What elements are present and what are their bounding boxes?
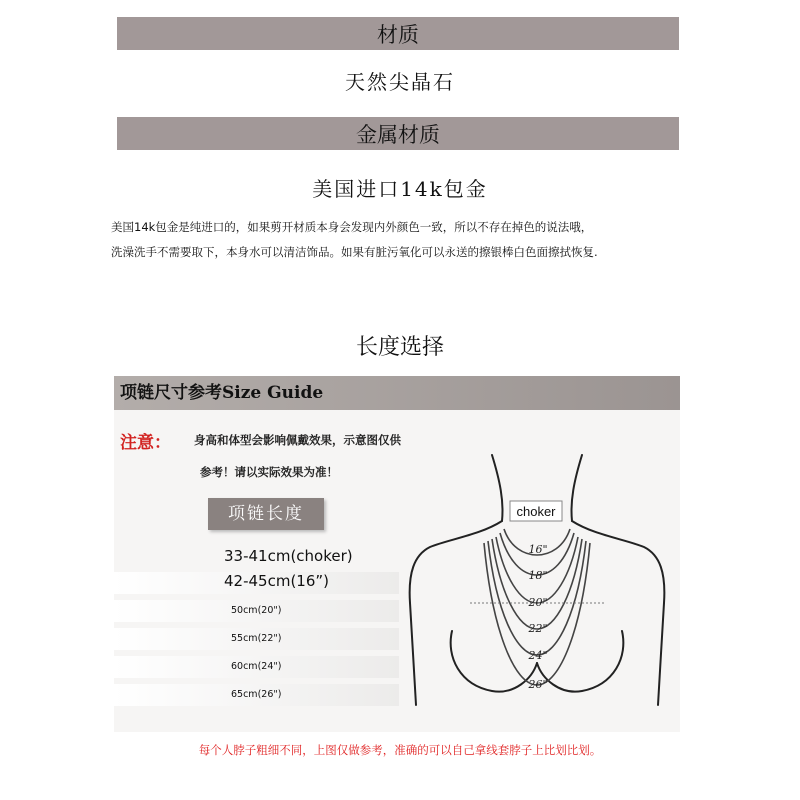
length-row-label: 50cm(20") bbox=[231, 605, 282, 616]
diagram-label-22: 22" bbox=[528, 622, 548, 635]
diagram-label-24: 24" bbox=[528, 649, 548, 662]
length-section-title: 长度选择 bbox=[355, 335, 444, 360]
necklace-length-diagram bbox=[400, 443, 680, 733]
material-heading-bar bbox=[117, 17, 679, 50]
note-text-line-1: 身高和体型会影响佩戴效果，示意图仅供 bbox=[194, 433, 401, 447]
length-row-22 bbox=[114, 628, 399, 650]
length-row-24 bbox=[114, 656, 399, 678]
description-line-1: 美国14k包金是纯进口的，如果剪开材质本身会发现内外颜色一致，所以不存在掉色的说法哦， bbox=[111, 220, 593, 234]
length-label: 项链长度 bbox=[208, 498, 324, 530]
length-row-label: 65cm(26") bbox=[231, 689, 282, 700]
material-value: 天然尖晶石 bbox=[345, 70, 455, 94]
metal-value: 美国进口14k包金 bbox=[312, 177, 488, 201]
length-row-label: 60cm(24") bbox=[231, 661, 282, 672]
description-line-2: 洗澡洗手不需要取下，本身水可以清洁饰品。如果有脏污氧化可以永送的擦银棒白色面擦拭恢复. bbox=[111, 245, 598, 259]
length-row-label: 55cm(22") bbox=[231, 633, 282, 644]
length-row-label: 33-41cm(choker) bbox=[224, 547, 353, 565]
size-guide-header: 项链尺寸参考Size Guide bbox=[114, 376, 680, 410]
diagram-label-20: 20" bbox=[528, 596, 548, 609]
note-text-line-2: 参考！请以实际效果为准！ bbox=[200, 465, 338, 479]
diagram-label-16: 16" bbox=[528, 543, 548, 556]
metal-heading: 金属材质 bbox=[356, 122, 440, 147]
length-row-16 bbox=[114, 572, 399, 594]
note-label: 注意： bbox=[120, 433, 171, 453]
diagram-label-choker: choker bbox=[516, 504, 556, 519]
diagram-label-26: 26" bbox=[528, 678, 548, 691]
diagram-label-18: 18" bbox=[528, 569, 548, 582]
footer-note: 每个人脖子粗细不同，上图仅做参考，准确的可以自己拿线套脖子上比划比划。 bbox=[198, 743, 602, 757]
metal-heading-bar bbox=[117, 117, 679, 150]
length-row-20 bbox=[114, 600, 399, 622]
length-row-choker bbox=[114, 547, 399, 569]
material-heading: 材质 bbox=[377, 22, 419, 47]
length-row-26 bbox=[114, 684, 399, 706]
length-row-label: 42-45cm(16”) bbox=[224, 572, 330, 590]
